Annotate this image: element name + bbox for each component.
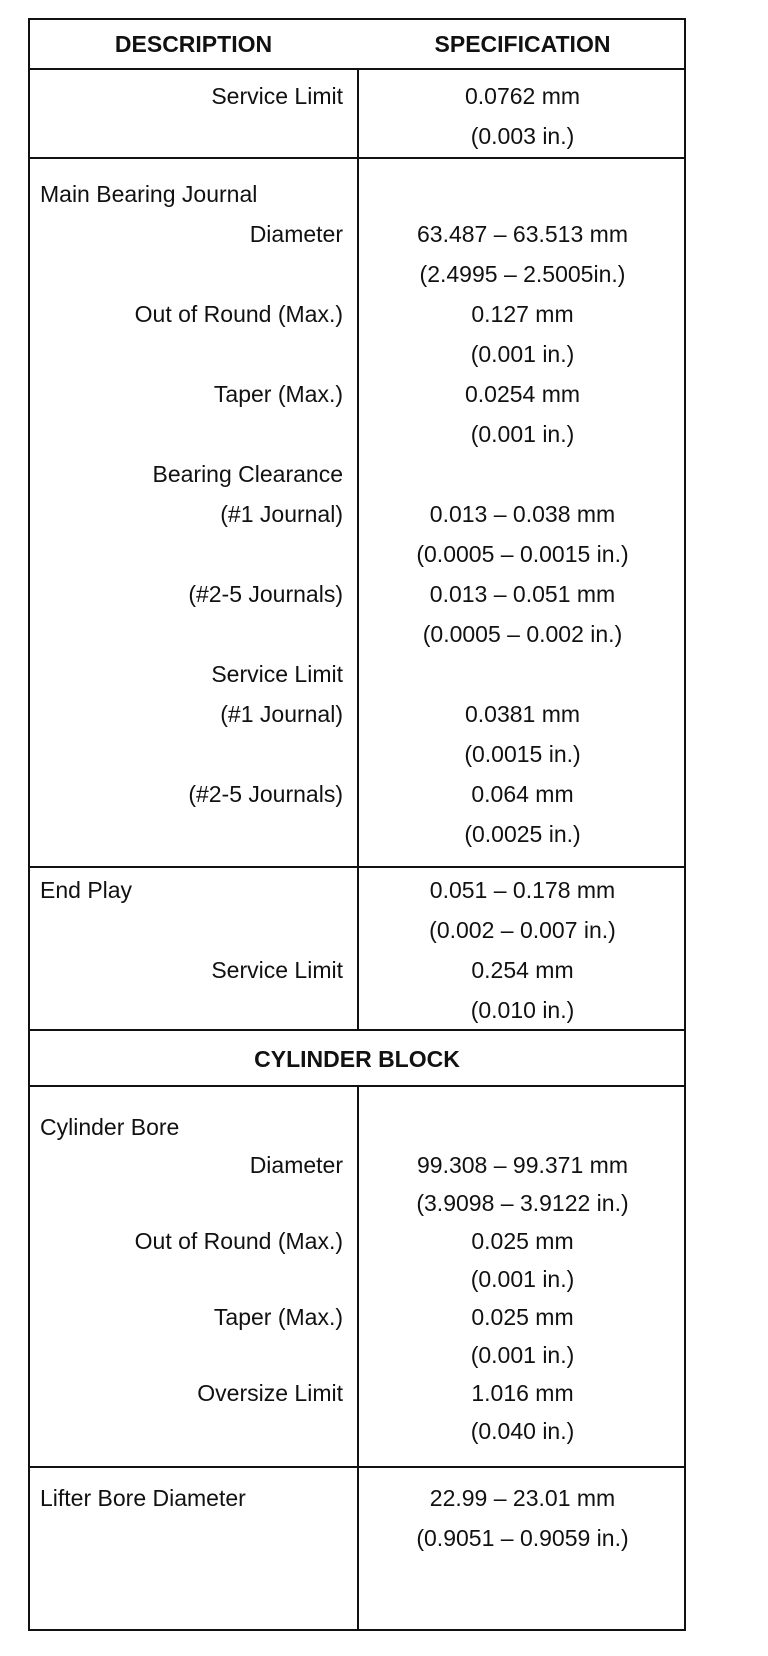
- spec-metric: 0.013 – 0.051 mm: [429, 581, 616, 607]
- row-divider: [30, 866, 684, 868]
- description-text: Diameter: [249, 1152, 343, 1178]
- spec-imperial: (0.001 in.): [470, 1266, 575, 1292]
- spec-metric: 0.127 mm: [471, 301, 574, 327]
- description-text: Service Limit: [211, 957, 343, 983]
- spec-metric: 0.254 mm: [471, 957, 574, 983]
- group-title: Cylinder Bore: [40, 1114, 180, 1140]
- spec-imperial: (2.4995 – 2.5005in.): [419, 261, 626, 287]
- spec-metric: 0.025 mm: [471, 1228, 574, 1254]
- group-title: End Play: [40, 877, 133, 903]
- spec-metric: 63.487 – 63.513 mm: [417, 221, 628, 247]
- spec-imperial: (0.010 in.): [470, 997, 575, 1023]
- description-text: (#1 Journal): [220, 701, 343, 727]
- spec-imperial: (0.001 in.): [470, 1342, 575, 1368]
- spec-metric: 0.025 mm: [471, 1304, 574, 1330]
- description-text: Service Limit: [211, 83, 343, 109]
- description-text: (#2-5 Journals): [188, 581, 343, 607]
- spec-metric: 0.0762 mm: [464, 83, 581, 109]
- description-text: Out of Round (Max.): [134, 301, 343, 327]
- group-title: Main Bearing Journal: [40, 181, 258, 207]
- spec-imperial: (0.9051 – 0.9059 in.): [416, 1525, 629, 1551]
- description-text: Service Limit: [211, 661, 343, 687]
- description-text: Taper (Max.): [213, 381, 343, 407]
- spec-imperial: (0.0015 in.): [464, 741, 581, 767]
- spec-metric: 1.016 mm: [471, 1380, 574, 1406]
- spec-imperial: (3.9098 – 3.9122 in.): [416, 1190, 629, 1216]
- header-description: DESCRIPTION: [114, 31, 273, 57]
- spec-metric: 99.308 – 99.371 mm: [417, 1152, 628, 1178]
- spec-imperial: (0.003 in.): [470, 123, 575, 149]
- description-text: Out of Round (Max.): [134, 1228, 343, 1254]
- spec-metric: 0.064 mm: [471, 781, 574, 807]
- spec-metric: 22.99 – 23.01 mm: [429, 1485, 616, 1511]
- spec-metric: 0.051 – 0.178 mm: [429, 877, 616, 903]
- spec-imperial: (0.002 – 0.007 in.): [429, 917, 616, 943]
- spec-imperial: (0.0005 – 0.002 in.): [422, 621, 623, 647]
- spec-metric: 0.0381 mm: [464, 701, 581, 727]
- spec-imperial: (0.0025 in.): [464, 821, 581, 847]
- spec-imperial: (0.001 in.): [470, 341, 575, 367]
- spec-metric: 0.013 – 0.038 mm: [429, 501, 616, 527]
- spec-metric: 0.0254 mm: [464, 381, 581, 407]
- description-text: Oversize Limit: [197, 1380, 343, 1406]
- description-text: Bearing Clearance: [152, 461, 343, 487]
- spec-imperial: (0.001 in.): [470, 421, 575, 447]
- row-divider: [30, 1466, 684, 1468]
- row-divider: [30, 157, 684, 159]
- description-text: Diameter: [249, 221, 343, 247]
- spec-table: [28, 18, 686, 1631]
- table-header: [30, 20, 684, 70]
- description-text: Taper (Max.): [213, 1304, 343, 1330]
- spec-imperial: (0.0005 – 0.0015 in.): [416, 541, 629, 567]
- group-title: Lifter Bore Diameter: [40, 1485, 246, 1511]
- description-text: (#2-5 Journals): [188, 781, 343, 807]
- spec-imperial: (0.040 in.): [470, 1418, 575, 1444]
- section-heading: CYLINDER BLOCK: [254, 1046, 460, 1072]
- description-text: (#1 Journal): [220, 501, 343, 527]
- header-specification: SPECIFICATION: [434, 31, 611, 57]
